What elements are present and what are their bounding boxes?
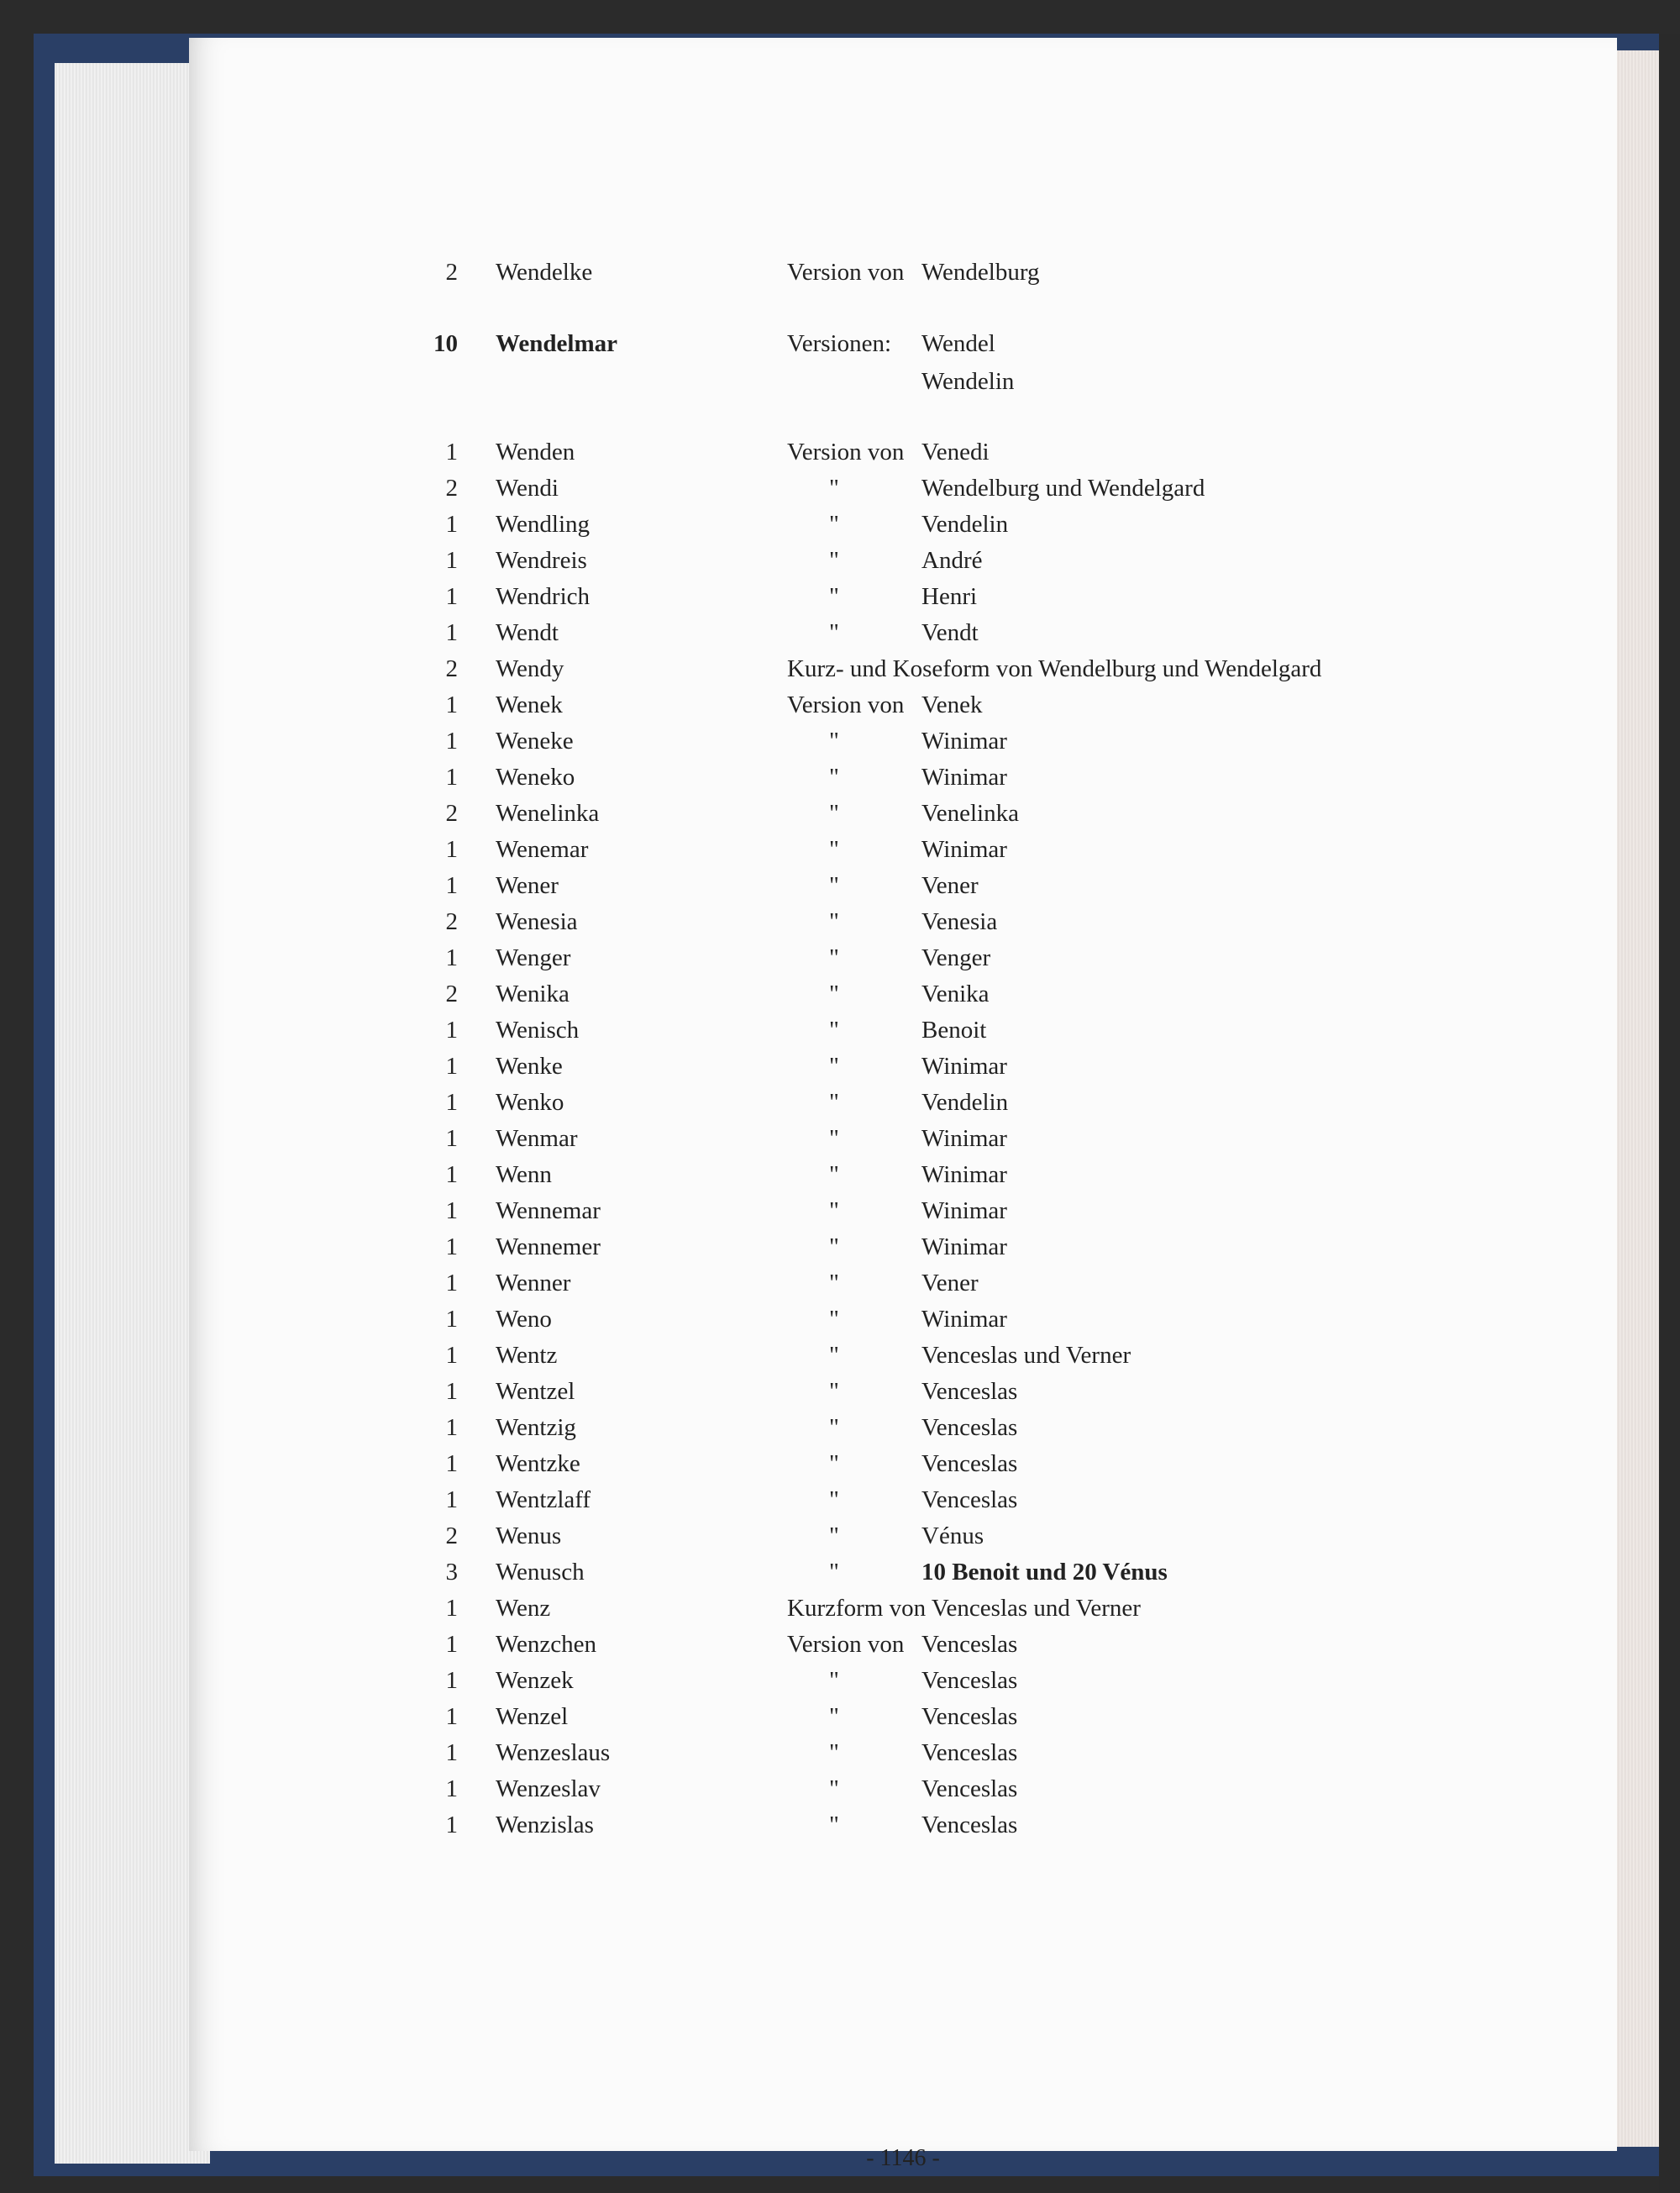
entry-source-name: Winimar <box>921 1125 1007 1152</box>
name-entry <box>189 836 1617 870</box>
entry-source-name: Venceslas <box>921 1812 1018 1838</box>
ditto-mark: " <box>829 800 839 827</box>
entry-source-name: Winimar <box>921 764 1007 791</box>
name-entry <box>189 511 1617 544</box>
entry-source-name: 10 Benoit und 20 Vénus <box>921 1559 1168 1586</box>
entry-name: Wentz <box>496 1342 558 1369</box>
ditto-mark: " <box>829 728 839 755</box>
entry-count: 1 <box>445 1703 458 1730</box>
entry-count: 1 <box>445 1378 458 1405</box>
entry-name: Wenn <box>496 1161 552 1188</box>
right-page-edges <box>1617 50 1659 2147</box>
entry-count: 1 <box>445 944 458 971</box>
entry-description: Kurzform von Venceslas und Verner <box>787 1595 1141 1622</box>
entry-name: Wendt <box>496 619 559 646</box>
entry-count: 1 <box>445 1631 458 1658</box>
name-entry <box>189 1378 1617 1412</box>
entry-source-name: Winimar <box>921 836 1007 863</box>
entry-source-name: Vénus <box>921 1522 984 1549</box>
entry-source-name: Venceslas <box>921 1378 1018 1405</box>
entry-count: 1 <box>445 1342 458 1369</box>
entry-count: 1 <box>445 1089 458 1116</box>
ditto-mark: " <box>829 547 839 574</box>
entry-source-name: Venceslas <box>921 1775 1018 1802</box>
entry-count: 1 <box>445 1161 458 1188</box>
name-entry <box>189 1450 1617 1484</box>
entry-name: Wenzeslav <box>496 1775 601 1802</box>
entry-source-name: Winimar <box>921 1306 1007 1333</box>
entry-source-name: Venceslas <box>921 1450 1018 1477</box>
entry-count: 1 <box>445 583 458 610</box>
entry-count: 1 <box>445 836 458 863</box>
entry-name: Wendling <box>496 511 591 538</box>
ditto-mark: " <box>829 1739 839 1766</box>
entry-source-name: Venceslas <box>921 1631 1018 1658</box>
entry-name: Wenesia <box>496 908 578 935</box>
entry-count: 1 <box>445 1270 458 1296</box>
entry-count: 1 <box>445 1667 458 1694</box>
entry-name: Wenko <box>496 1089 564 1116</box>
ditto-mark: " <box>829 1378 839 1405</box>
ditto-mark: " <box>829 1161 839 1188</box>
name-entry <box>189 368 1617 402</box>
ditto-mark: " <box>829 908 839 935</box>
entry-count: 1 <box>445 439 458 465</box>
ditto-mark: " <box>829 1812 839 1838</box>
entry-count: 1 <box>445 1812 458 1838</box>
ditto-mark: " <box>829 583 839 610</box>
name-entry <box>189 1775 1617 1809</box>
entry-name: Wentzke <box>496 1450 580 1477</box>
name-entry <box>189 872 1617 906</box>
entry-count: 2 <box>445 800 458 827</box>
entry-name: Wenz <box>496 1595 551 1622</box>
entry-name: Wendelmar <box>496 330 617 357</box>
name-entry <box>189 547 1617 581</box>
ditto-mark: " <box>829 1306 839 1333</box>
entry-count: 1 <box>445 1595 458 1622</box>
entry-name: Wentzel <box>496 1378 575 1405</box>
name-entry <box>189 1559 1617 1592</box>
entry-relation-label: Version von <box>787 692 905 718</box>
entry-count: 1 <box>445 1125 458 1152</box>
name-entry <box>189 944 1617 978</box>
ditto-mark: " <box>829 1017 839 1044</box>
entry-count: 1 <box>445 1197 458 1224</box>
name-entry <box>189 259 1617 292</box>
name-entry <box>189 1233 1617 1267</box>
entry-name: Wenzel <box>496 1703 569 1730</box>
ditto-mark: " <box>829 1270 839 1296</box>
entry-count: 2 <box>445 1522 458 1549</box>
name-entry <box>189 1595 1617 1628</box>
entry-name: Wennemar <box>496 1197 601 1224</box>
ditto-mark: " <box>829 1125 839 1152</box>
entry-count: 3 <box>445 1559 458 1586</box>
name-entry <box>189 1306 1617 1339</box>
entry-source-name: Vendt <box>921 619 979 646</box>
entry-name: Wenisch <box>496 1017 580 1044</box>
entry-source-name: Venek <box>921 692 983 718</box>
name-entry <box>189 800 1617 834</box>
entry-name: Wendelke <box>496 259 593 286</box>
name-entry <box>189 764 1617 797</box>
entry-source-name: Venelinka <box>921 800 1019 827</box>
ditto-mark: " <box>829 1486 839 1513</box>
ditto-mark: " <box>829 1522 839 1549</box>
name-entry <box>189 1486 1617 1520</box>
entry-count: 1 <box>445 511 458 538</box>
entry-source-name: Venesia <box>921 908 998 935</box>
entry-relation-label: Version von <box>787 259 905 286</box>
entry-source-name: Winimar <box>921 1161 1007 1188</box>
entry-relation-label: Versionen: <box>787 330 892 357</box>
entry-source-name: Vener <box>921 872 979 899</box>
ditto-mark: " <box>829 1197 839 1224</box>
entry-name: Wendy <box>496 655 564 682</box>
entry-name: Wentzig <box>496 1414 576 1441</box>
ditto-mark: " <box>829 1342 839 1369</box>
entry-name: Wenika <box>496 981 570 1007</box>
entry-count: 2 <box>445 259 458 286</box>
entry-count: 1 <box>445 1775 458 1802</box>
entry-name: Wenmar <box>496 1125 578 1152</box>
entry-source-name: Vener <box>921 1270 979 1296</box>
entry-source-name: André <box>921 547 983 574</box>
entry-source-name: Benoit <box>921 1017 987 1044</box>
ditto-mark: " <box>829 475 839 502</box>
name-entry <box>189 692 1617 725</box>
name-entry <box>189 583 1617 617</box>
entry-count: 1 <box>445 1739 458 1766</box>
name-entry <box>189 1017 1617 1050</box>
entry-source-name: Winimar <box>921 1197 1007 1224</box>
entry-name: Wenelinka <box>496 800 600 827</box>
name-entry <box>189 1812 1617 1845</box>
entry-name: Wenusch <box>496 1559 585 1586</box>
ditto-mark: " <box>829 1450 839 1477</box>
entry-count: 1 <box>445 1017 458 1044</box>
entry-count: 2 <box>445 475 458 502</box>
ditto-mark: " <box>829 1559 839 1586</box>
entry-name: Weneke <box>496 728 574 755</box>
entry-count: 1 <box>445 692 458 718</box>
entry-name: Wentzlaff <box>496 1486 591 1513</box>
entry-name: Wenzeslaus <box>496 1739 611 1766</box>
ditto-mark: " <box>829 619 839 646</box>
entry-source-name: Vendelin <box>921 1089 1009 1116</box>
ditto-mark: " <box>829 981 839 1007</box>
entry-count: 1 <box>445 764 458 791</box>
ditto-mark: " <box>829 944 839 971</box>
ditto-mark: " <box>829 1667 839 1694</box>
entry-source-name: Winimar <box>921 728 1007 755</box>
entry-source-name: Wendelburg und Wendelgard <box>921 475 1205 502</box>
entry-name: Wenger <box>496 944 571 971</box>
name-entry <box>189 1089 1617 1123</box>
entry-source-name: Venceslas <box>921 1414 1018 1441</box>
left-page-edges <box>55 63 210 2164</box>
entry-name: Wenzislas <box>496 1812 594 1838</box>
ditto-mark: " <box>829 1233 839 1260</box>
entry-name: Weno <box>496 1306 552 1333</box>
entry-description: Kurz- und Koseform von Wendelburg und Wendelgard <box>787 655 1322 682</box>
name-entry <box>189 1125 1617 1159</box>
entry-source-name: Venceslas <box>921 1739 1018 1766</box>
entry-name: Wendreis <box>496 547 587 574</box>
entry-source-name: Winimar <box>921 1233 1007 1260</box>
entry-source-name: Vendelin <box>921 511 1009 538</box>
name-entry <box>189 728 1617 761</box>
entry-count: 10 <box>433 330 458 357</box>
entry-name: Wenzek <box>496 1667 574 1694</box>
entry-name: Wenzchen <box>496 1631 597 1658</box>
entry-source-name: Venceslas <box>921 1703 1018 1730</box>
ditto-mark: " <box>829 872 839 899</box>
entry-source-name: Venedi <box>921 439 990 465</box>
entry-source-name: Venceslas <box>921 1486 1018 1513</box>
entry-count: 1 <box>445 1233 458 1260</box>
entry-name: Wennemer <box>496 1233 601 1260</box>
name-entry <box>189 475 1617 508</box>
entry-count: 1 <box>445 1450 458 1477</box>
ditto-mark: " <box>829 1089 839 1116</box>
entry-count: 2 <box>445 908 458 935</box>
entry-count: 1 <box>445 619 458 646</box>
entry-relation-label: Version von <box>787 1631 905 1658</box>
ditto-mark: " <box>829 836 839 863</box>
ditto-mark: " <box>829 1775 839 1802</box>
entry-count: 1 <box>445 1414 458 1441</box>
entry-relation-label: Version von <box>787 439 905 465</box>
name-entry <box>189 1053 1617 1086</box>
name-entry <box>189 981 1617 1014</box>
entry-source-name: Venika <box>921 981 990 1007</box>
right-book-edge <box>1659 34 1680 2193</box>
entry-source-name: Venceslas <box>921 1667 1018 1694</box>
entry-source-name: Henri <box>921 583 978 610</box>
entry-name: Wendrich <box>496 583 591 610</box>
name-entry <box>189 908 1617 942</box>
entry-name: Wenek <box>496 692 563 718</box>
entry-count: 2 <box>445 655 458 682</box>
entry-name: Wenemar <box>496 836 589 863</box>
entry-count: 2 <box>445 981 458 1007</box>
book-page <box>189 38 1617 2171</box>
name-entry <box>189 1631 1617 1664</box>
ditto-mark: " <box>829 1414 839 1441</box>
entry-count: 1 <box>445 1306 458 1333</box>
name-entry <box>189 655 1617 689</box>
entry-name: Wenner <box>496 1270 571 1296</box>
entry-name: Wendi <box>496 475 559 502</box>
entry-source-name: Venger <box>921 944 991 971</box>
entry-count: 1 <box>445 547 458 574</box>
name-entry <box>189 619 1617 653</box>
entry-source-name: Wendelburg <box>921 259 1040 286</box>
ditto-mark: " <box>829 1703 839 1730</box>
entry-source-name: Venceslas und Verner <box>921 1342 1131 1369</box>
name-entry <box>189 1739 1617 1773</box>
entry-name: Wenus <box>496 1522 562 1549</box>
entry-name: Wenke <box>496 1053 563 1080</box>
ditto-mark: " <box>829 511 839 538</box>
entry-count: 1 <box>445 872 458 899</box>
name-entry <box>189 1667 1617 1701</box>
ditto-mark: " <box>829 1053 839 1080</box>
name-entry <box>189 1161 1617 1195</box>
name-entry <box>189 1342 1617 1375</box>
entry-source-name: Winimar <box>921 1053 1007 1080</box>
entry-count: 1 <box>445 728 458 755</box>
entry-count: 1 <box>445 1486 458 1513</box>
name-entry <box>189 439 1617 472</box>
name-entry <box>189 1414 1617 1448</box>
entry-source-name: Wendel <box>921 330 995 357</box>
page-number: - 1146 - <box>866 2145 940 2171</box>
name-entry <box>189 1703 1617 1737</box>
ditto-mark: " <box>829 764 839 791</box>
name-entry <box>189 1270 1617 1303</box>
name-entry <box>189 1522 1617 1556</box>
entry-source-name: Wendelin <box>921 368 1015 395</box>
entry-count: 1 <box>445 1053 458 1080</box>
entry-name: Wener <box>496 872 559 899</box>
entry-name: Wenden <box>496 439 575 465</box>
name-entry <box>189 1197 1617 1231</box>
entry-name: Weneko <box>496 764 575 791</box>
name-entry <box>189 330 1617 364</box>
